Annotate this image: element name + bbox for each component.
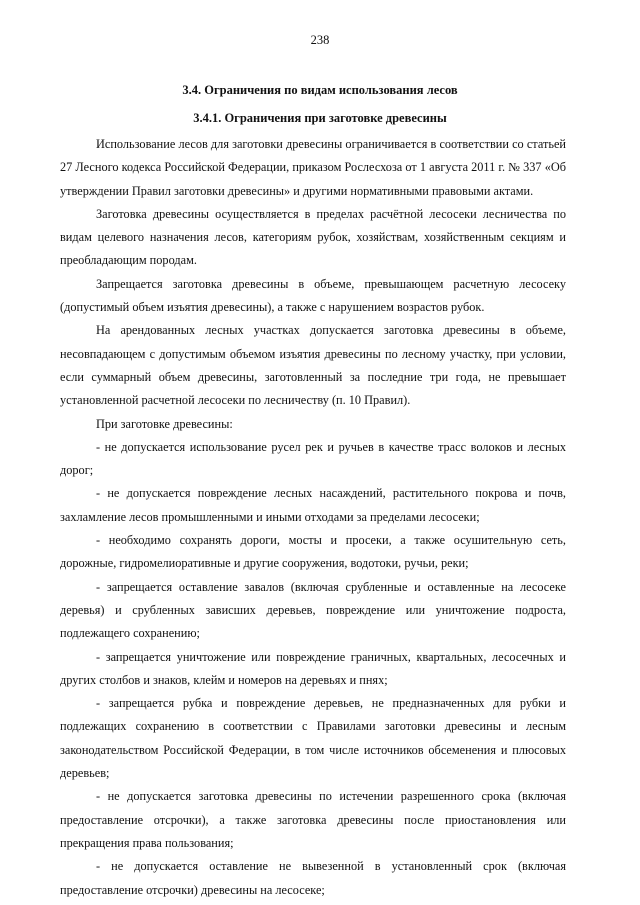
paragraph: Заготовка древесины осуществляется в пределах расчётной лесосеки лесничества по видам целевого назначения лесов, категориям рубок, хозяйствам, хозяйственным секциям и преобладающим породам.: [60, 206, 566, 268]
list-item: - не допускается использование русел рек и ручьев в качестве трасс волоков и лесных дорог;: [60, 439, 566, 478]
document-body: [60, 133, 566, 902]
section-title: 3.4. Ограничения по видам использования лесов: [182, 83, 458, 97]
list-item: - запрещается рубка и повреждение деревьев, не предназначенных для рубки и подлежащих сохранению в соответствии с Правилами заготовки древесины и лесным законодательством Российской Федерации, в том числе источников обсеменения и плюсовых деревьев;: [60, 696, 566, 781]
subsection-title: 3.4.1. Ограничения при заготовке древесины: [193, 111, 447, 125]
list-item: - необходимо сохранять дороги, мосты и просеки, а также осушительную сеть, дорожные, гидромелиоративные и другие сооружения, водотоки, ручьи, реки;: [60, 533, 566, 571]
list-item: - не допускается оставление не вывезенной в установленный срок (включая предоставление отсрочки) древесины на лесосеке;: [60, 859, 566, 897]
paragraph: На арендованных лесных участках допускается заготовка древесины в объеме, несовпадающем с допустимым объемом изъятия древесины по лесному участку, при условии, если суммарный объем древесины, заготовленный за последние три года, не превышает установленной расчетной лесосеки по лесничеству (п. 10 Правил).: [60, 323, 566, 408]
paragraph: Использование лесов для заготовки древесины ограничивается в соответствии со статьей 27 Лесного кодекса Российской Федерации, приказом Рослесхоза от 1 августа 2011 г. № 337 «Об утверждении Правил заготовки древесины» и другими нормативными правовыми актами.: [60, 137, 566, 198]
paragraph: Запрещается заготовка древесины в объеме, превышающем расчетную лесосеку (допустимый объем изъятия древесины), а также с нарушением возрастов рубок.: [60, 276, 566, 315]
list-item: - не допускается повреждение лесных насаждений, растительного покрова и почв, захламление лесов промышленными и иными отходами за пределами лесосеки;: [60, 486, 566, 524]
paragraph: При заготовке древесины:: [96, 416, 233, 431]
list-item: - запрещается уничтожение или повреждение граничных, квартальных, лесосечных и других столбов и знаков, клейм и номеров на деревьях и пнях;: [60, 649, 566, 687]
page-number: 238: [310, 33, 330, 47]
list-item: - не допускается заготовка древесины по истечении разрешенного срока (включая предоставление отсрочки), а также заготовка древесины после приостановления или прекращения права пользования;: [60, 789, 566, 850]
list-item: - запрещается оставление завалов (включая срубленные и оставленные на лесосеке деревья) и срубленных зависших деревьев, повреждение или уничтожение подроста, подлежащего сохранению;: [60, 579, 566, 641]
